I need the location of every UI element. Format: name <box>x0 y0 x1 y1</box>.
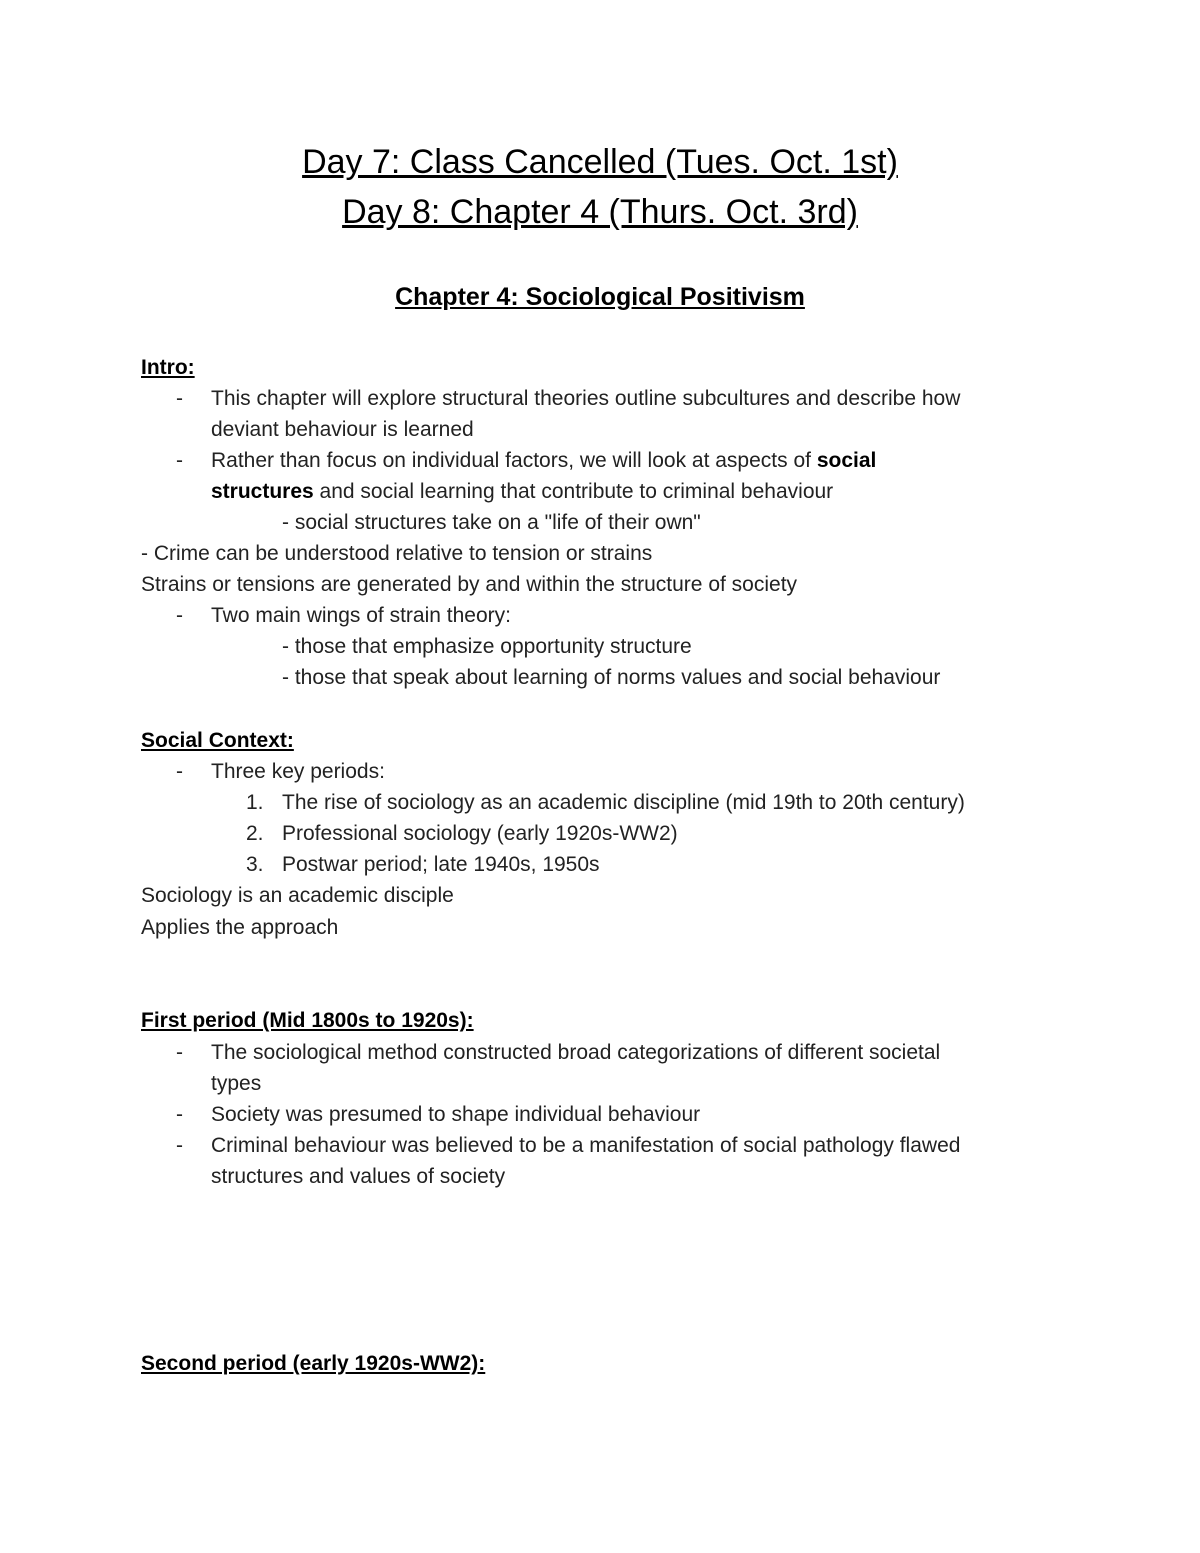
intro-bullet-2-text: Rather than focus on individual factors, we will look at aspects of <box>211 449 817 472</box>
bullet-dash: - <box>176 449 183 472</box>
list-number-1: 1. <box>246 791 264 814</box>
first-period-bullet-3-line-2: structures and values of society <box>211 1165 506 1188</box>
bullet-dash: - <box>176 760 183 783</box>
intro-heading: Intro: <box>141 356 195 379</box>
intro-bullet-2-line-1 <box>211 447 876 475</box>
period-list-item-3: Postwar period; late 1940s, 1950s <box>282 853 600 876</box>
first-period-bullet-1-line-1: The sociological method constructed broad categorizations of different societal <box>211 1041 941 1064</box>
page-title-day8: Day 8: Chapter 4 (Thurs. Oct. 3rd) <box>342 193 858 231</box>
chapter-title: Chapter 4: Sociological Positivism <box>395 283 805 311</box>
social-context-line-2: Applies the approach <box>141 916 339 939</box>
intro-bullet-2-text-cont: and social learning that contribute to criminal behaviour <box>313 480 834 503</box>
intro-wing-2: - those that speak about learning of norms values and social behaviour <box>282 666 941 689</box>
bullet-dash: - <box>176 604 183 627</box>
bullet-dash: - <box>176 1134 183 1157</box>
social-context-bullet-1: Three key periods: <box>211 760 385 783</box>
list-number-2: 2. <box>246 822 264 845</box>
intro-bullet-2-bold-term-cont: structures <box>211 480 314 503</box>
bullet-dash: - <box>176 1103 183 1126</box>
intro-crime-line: - Crime can be understood relative to tension or strains <box>141 542 653 565</box>
second-period-heading: Second period (early 1920s-WW2): <box>141 1352 486 1375</box>
first-period-bullet-2: Society was presumed to shape individual behaviour <box>211 1103 701 1126</box>
list-number-3: 3. <box>246 853 264 876</box>
period-list-item-2: Professional sociology (early 1920s-WW2) <box>282 822 678 845</box>
bullet-dash: - <box>176 1041 183 1064</box>
social-context-line-1: Sociology is an academic disciple <box>141 884 454 907</box>
bullet-dash: - <box>176 387 183 410</box>
social-context-heading: Social Context: <box>141 729 294 752</box>
first-period-bullet-3-line-1: Criminal behaviour was believed to be a manifestation of social pathology flawed <box>211 1134 961 1157</box>
period-list-item-1: The rise of sociology as an academic discipline (mid 19th to 20th century) <box>282 791 965 814</box>
intro-wings-line: Two main wings of strain theory: <box>211 604 511 627</box>
intro-sub-point: - social structures take on a "life of their own" <box>282 511 701 534</box>
page-title-day7: Day 7: Class Cancelled (Tues. Oct. 1st) <box>302 143 898 181</box>
intro-bullet-2-line-2 <box>211 478 833 506</box>
first-period-bullet-1-line-2: types <box>211 1072 262 1095</box>
intro-wing-1: - those that emphasize opportunity structure <box>282 635 692 658</box>
intro-bullet-1-line-2: deviant behaviour is learned <box>211 418 474 441</box>
intro-bullet-2-bold-term: social <box>816 449 877 472</box>
intro-bullet-1-line-1: This chapter will explore structural theories outline subcultures and describe how <box>211 387 961 410</box>
first-period-heading: First period (Mid 1800s to 1920s): <box>141 1009 474 1032</box>
intro-strains-line: Strains or tensions are generated by and within the structure of society <box>141 573 798 596</box>
